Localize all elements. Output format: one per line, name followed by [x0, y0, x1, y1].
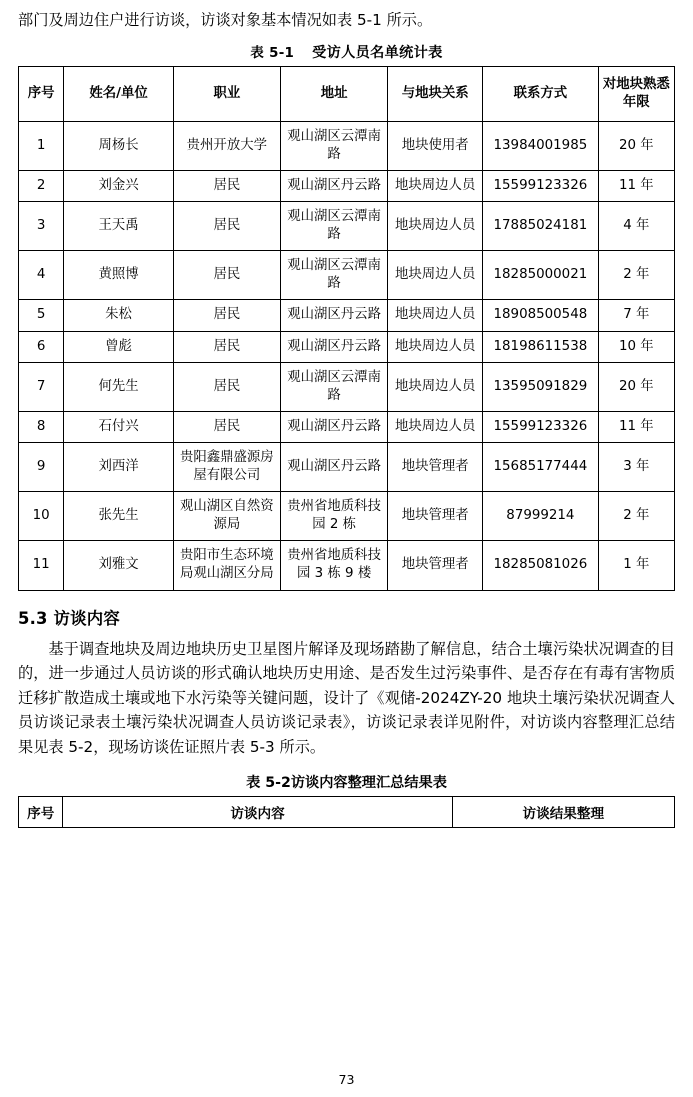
col-index: 序号	[19, 796, 63, 827]
cell-occupation: 居民	[173, 202, 280, 251]
cell-name: 朱松	[64, 300, 173, 331]
col-contact: 联系方式	[483, 66, 599, 121]
cell-address: 观山湖区丹云路	[280, 442, 387, 491]
cell-index: 4	[19, 251, 64, 300]
col-familiar-years: 对地块熟悉年限	[598, 66, 674, 121]
cell-relation: 地块使用者	[388, 121, 483, 170]
cell-occupation: 贵阳鑫鼎盛源房屋有限公司	[173, 442, 280, 491]
section-paragraph: 基于调查地块及周边地块历史卫星图片解译及现场踏勘了解信息，结合土壤污染状况调查的目的，进一步通过人员访谈的形式确认地块历史用途、是否发生过污染事件、是否存在有毒有害物质迁移扩散造成土壤或地下水污染等关键问题，设计了《观储-2024ZY-20 地块土壤污染状况调查人员访谈记录表土壤污染状况调查人员访谈记录表》，访谈记录表详见附件，对访谈内容整理汇总结果见表 5-2，现场访谈佐证照片表 5-3 所示。	[18, 639, 675, 756]
cell-address: 观山湖区丹云路	[280, 411, 387, 442]
cell-contact: 13595091829	[483, 362, 599, 411]
cell-index: 11	[19, 541, 64, 590]
col-index: 序号	[19, 66, 64, 121]
table-row	[19, 492, 675, 541]
cell-name: 周杨长	[64, 121, 173, 170]
cell-relation: 地块管理者	[388, 442, 483, 491]
cell-contact: 15685177444	[483, 442, 599, 491]
cell-address: 观山湖区云潭南路	[280, 202, 387, 251]
cell-address: 观山湖区云潭南路	[280, 362, 387, 411]
cell-years: 20 年	[598, 121, 674, 170]
col-occupation: 职业	[173, 66, 280, 121]
cell-address: 观山湖区丹云路	[280, 331, 387, 362]
cell-name: 刘金兴	[64, 171, 173, 202]
cell-address: 观山湖区云潭南路	[280, 251, 387, 300]
cell-index: 2	[19, 171, 64, 202]
cell-occupation: 居民	[173, 362, 280, 411]
table-row	[19, 411, 675, 442]
cell-occupation: 观山湖区自然资源局	[173, 492, 280, 541]
table2-caption-title: 访谈内容整理汇总结果表	[290, 774, 447, 791]
cell-occupation: 居民	[173, 411, 280, 442]
cell-address: 观山湖区云潭南路	[280, 121, 387, 170]
cell-contact: 15599123326	[483, 171, 599, 202]
table1-caption	[18, 42, 675, 62]
table-row	[19, 121, 675, 170]
cell-occupation: 居民	[173, 331, 280, 362]
table2-caption-label: 表 5-2	[246, 774, 291, 791]
cell-name: 刘西洋	[64, 442, 173, 491]
cell-years: 11 年	[598, 411, 674, 442]
cell-name: 石付兴	[64, 411, 173, 442]
cell-address: 贵州省地质科技园 2 栋	[280, 492, 387, 541]
cell-occupation: 居民	[173, 251, 280, 300]
table-row	[19, 251, 675, 300]
table-row	[19, 171, 675, 202]
cell-occupation: 居民	[173, 300, 280, 331]
cell-contact: 15599123326	[483, 411, 599, 442]
cell-relation: 地块周边人员	[388, 251, 483, 300]
cell-years: 4 年	[598, 202, 674, 251]
cell-occupation: 贵阳市生态环境局观山湖区分局	[173, 541, 280, 590]
cell-relation: 地块周边人员	[388, 202, 483, 251]
section-heading: 5.3 访谈内容	[18, 608, 120, 628]
col-relation: 与地块关系	[388, 66, 483, 121]
intro-paragraph: 部门及周边住户进行访谈，访谈对象基本情况如表 5-1 所示。	[18, 11, 433, 29]
cell-name: 何先生	[64, 362, 173, 411]
table2-caption	[18, 772, 675, 792]
table-row	[19, 442, 675, 491]
cell-relation: 地块周边人员	[388, 362, 483, 411]
interview-summary-table	[18, 796, 675, 828]
cell-years: 2 年	[598, 251, 674, 300]
cell-relation: 地块周边人员	[388, 411, 483, 442]
cell-contact: 18198611538	[483, 331, 599, 362]
cell-relation: 地块管理者	[388, 492, 483, 541]
cell-years: 3 年	[598, 442, 674, 491]
cell-index: 1	[19, 121, 64, 170]
cell-contact: 18285000021	[483, 251, 599, 300]
col-interview-result: 访谈结果整理	[452, 796, 674, 827]
cell-occupation: 居民	[173, 171, 280, 202]
cell-relation: 地块管理者	[388, 541, 483, 590]
table-row	[19, 541, 675, 590]
cell-name: 张先生	[64, 492, 173, 541]
cell-relation: 地块周边人员	[388, 171, 483, 202]
cell-relation: 地块周边人员	[388, 331, 483, 362]
cell-years: 10 年	[598, 331, 674, 362]
cell-index: 3	[19, 202, 64, 251]
cell-address: 观山湖区丹云路	[280, 300, 387, 331]
table-row	[19, 362, 675, 411]
cell-index: 10	[19, 492, 64, 541]
cell-years: 2 年	[598, 492, 674, 541]
col-interview-content: 访谈内容	[63, 796, 452, 827]
cell-name: 黄照博	[64, 251, 173, 300]
page-number: 73	[338, 1072, 355, 1087]
cell-years: 1 年	[598, 541, 674, 590]
col-address: 地址	[280, 66, 387, 121]
cell-contact: 18285081026	[483, 541, 599, 590]
cell-occupation: 贵州开放大学	[173, 121, 280, 170]
cell-years: 11 年	[598, 171, 674, 202]
cell-index: 7	[19, 362, 64, 411]
cell-relation: 地块周边人员	[388, 300, 483, 331]
cell-address: 贵州省地质科技园 3 栋 9 楼	[280, 541, 387, 590]
cell-name: 曾彪	[64, 331, 173, 362]
cell-contact: 87999214	[483, 492, 599, 541]
cell-contact: 17885024181	[483, 202, 599, 251]
cell-index: 9	[19, 442, 64, 491]
cell-years: 20 年	[598, 362, 674, 411]
cell-index: 6	[19, 331, 64, 362]
col-name-unit: 姓名/单位	[64, 66, 173, 121]
table-row	[19, 331, 675, 362]
cell-index: 5	[19, 300, 64, 331]
table-header-row	[19, 66, 675, 121]
cell-index: 8	[19, 411, 64, 442]
cell-contact: 18908500548	[483, 300, 599, 331]
cell-address: 观山湖区丹云路	[280, 171, 387, 202]
table-row	[19, 202, 675, 251]
table1-caption-label: 表 5-1	[250, 45, 295, 61]
table1-caption-title: 受访人员名单统计表	[312, 44, 443, 61]
table-header-row	[19, 796, 675, 827]
cell-contact: 13984001985	[483, 121, 599, 170]
cell-name: 王天禹	[64, 202, 173, 251]
interviewee-table	[18, 66, 675, 591]
cell-name: 刘雅文	[64, 541, 173, 590]
cell-years: 7 年	[598, 300, 674, 331]
section-body	[18, 637, 675, 760]
table-row	[19, 300, 675, 331]
